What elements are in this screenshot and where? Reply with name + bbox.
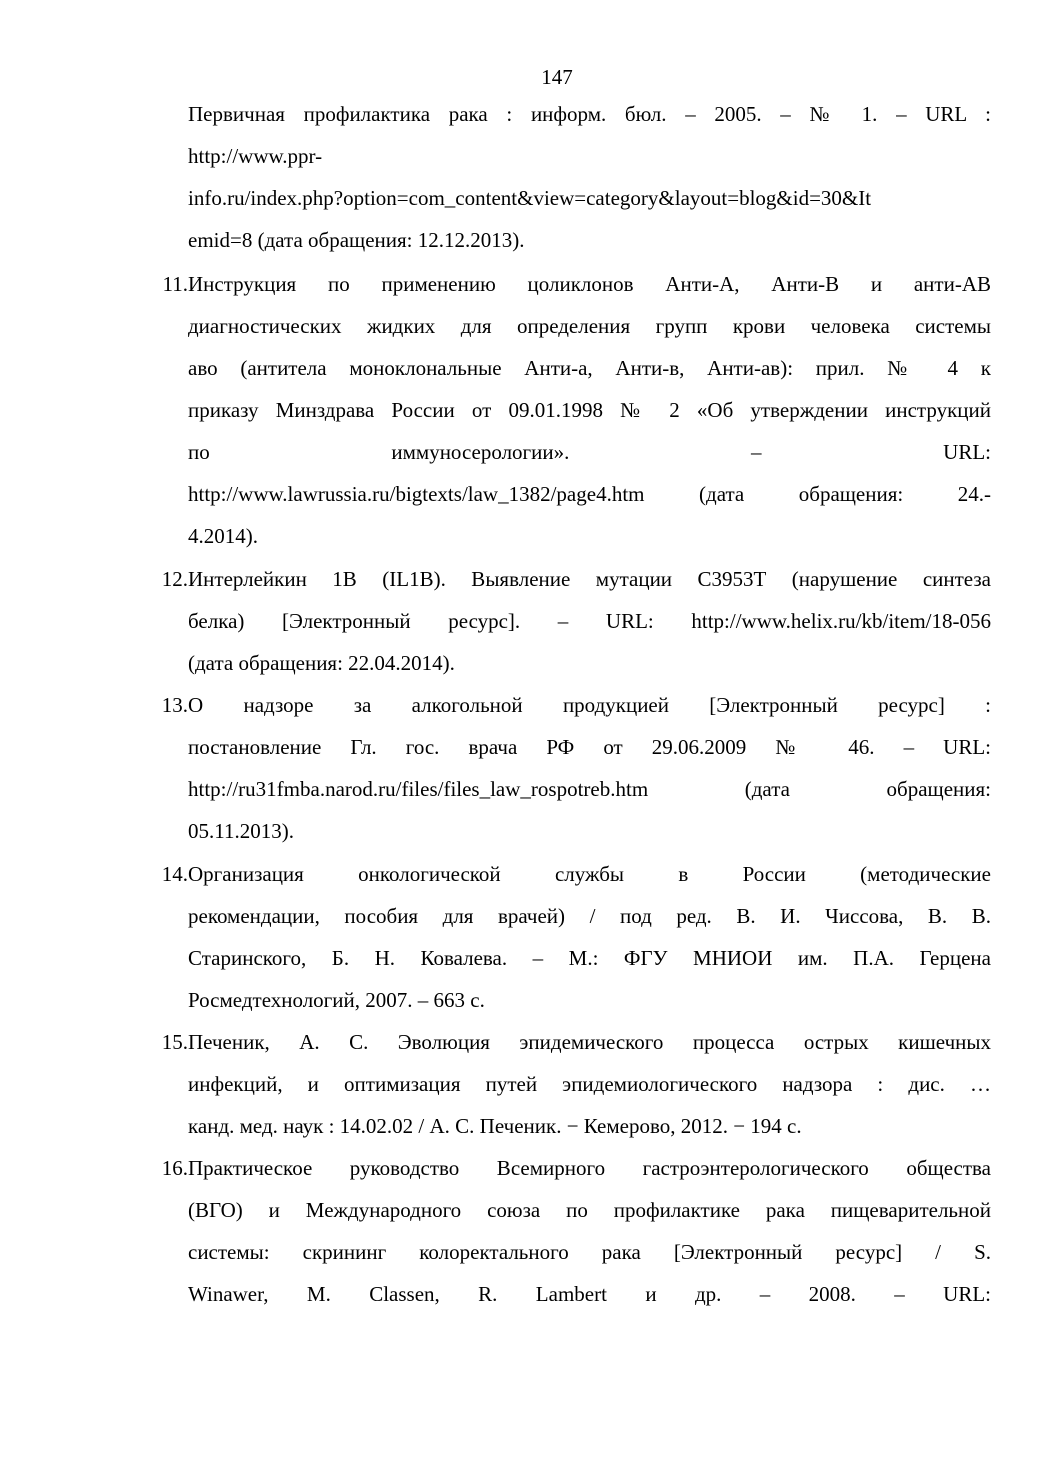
reference-line: (дата обращения: 22.04.2014).	[188, 651, 455, 675]
reference-line: системы: скрининг колоректального рака [Электронный ресурс] / S.	[188, 1240, 991, 1264]
reference-15	[161, 1021, 991, 1147]
reference-line: аво (антитела моноклональные Анти-а, Анти-в, Анти-ав): прил. № 4 к	[188, 356, 991, 380]
reference-line: http://www.ppr-	[188, 144, 323, 168]
reference-line: канд. мед. наук : 14.02.02 / А. С. Печеник. − Кемерово, 2012. − 194 с.	[188, 1114, 802, 1138]
reference-line: по иммуносерологии». – URL:	[188, 440, 991, 464]
reference-line: рекомендации, пособия для врачей) / под ред. В. И. Чиссова, В. В.	[188, 904, 991, 928]
reference-line: (ВГО) и Международного союза по профилактике рака пищеварительной	[188, 1198, 991, 1222]
reference-line: info.ru/index.php?option=com_content&view=category&layout=blog&id=30&It	[188, 186, 872, 210]
reference-line: Практическое руководство Всемирного гастроэнтерологического общества	[188, 1156, 991, 1180]
reference-line: О надзоре за алкогольной продукцией [Электронный ресурс] :	[188, 693, 991, 717]
reference-line: Первичная профилактика рака : информ. бюл. – 2005. – № 1. – URL :	[188, 102, 991, 126]
reference-14	[161, 853, 991, 1021]
reference-13	[161, 684, 991, 852]
reference-number: 12.	[161, 567, 188, 591]
reference-16	[161, 1147, 991, 1315]
reference-line: Инструкция по применению цоликлонов Анти-А, Анти-В и анти-АВ	[188, 272, 991, 296]
reference-number: 15.	[161, 1030, 188, 1054]
reference-line: Организация онкологической службы в России (методические	[188, 862, 991, 886]
reference-line: Интерлейкин 1В (IL1B). Выявление мутации С3953Т (нарушение синтеза	[188, 567, 991, 591]
reference-number: 11.	[162, 272, 188, 296]
reference-number: 13.	[161, 693, 188, 717]
reference-line: 4.2014).	[188, 524, 258, 548]
reference-line: http://ru31fmba.narod.ru/files/files_law_rospotreb.htm (дата обращения:	[188, 777, 991, 801]
reference-10-continuation	[188, 93, 991, 261]
reference-line: приказу Минздрава России от 09.01.1998 № 2 «Об утверждении инструкций	[188, 398, 991, 422]
reference-line: emid=8 (дата обращения: 12.12.2013).	[188, 228, 525, 252]
reference-line: Старинского, Б. Н. Ковалева. – М.: ФГУ МНИОИ им. П.А. Герцена	[188, 946, 991, 970]
reference-line: постановление Гл. гос. врача РФ от 29.06.2009 № 46. – URL:	[188, 735, 991, 759]
reference-line: http://www.lawrussia.ru/bigtexts/law_1382/page4.htm (дата обращения: 24.-	[188, 482, 991, 506]
reference-line: 05.11.2013).	[188, 819, 294, 843]
page-number: 147	[541, 65, 573, 89]
reference-number: 16.	[161, 1156, 188, 1180]
reference-line: Росмедтехнологий, 2007. – 663 с.	[188, 988, 485, 1012]
reference-11	[162, 263, 991, 557]
reference-line: инфекций, и оптимизация путей эпидемиологического надзора : дис. …	[188, 1072, 991, 1096]
reference-line: диагностических жидких для определения групп крови человека системы	[188, 314, 991, 338]
reference-12	[161, 558, 991, 684]
reference-line: Winawer, M. Classen, R. Lambert и др. – 2008. – URL:	[188, 1282, 991, 1306]
reference-line: белка) [Электронный ресурс]. – URL: http://www.helix.ru/kb/item/18-056	[188, 609, 991, 633]
reference-line: Печеник, А. С. Эволюция эпидемического процесса острых кишечных	[188, 1030, 991, 1054]
reference-number: 14.	[161, 862, 188, 886]
